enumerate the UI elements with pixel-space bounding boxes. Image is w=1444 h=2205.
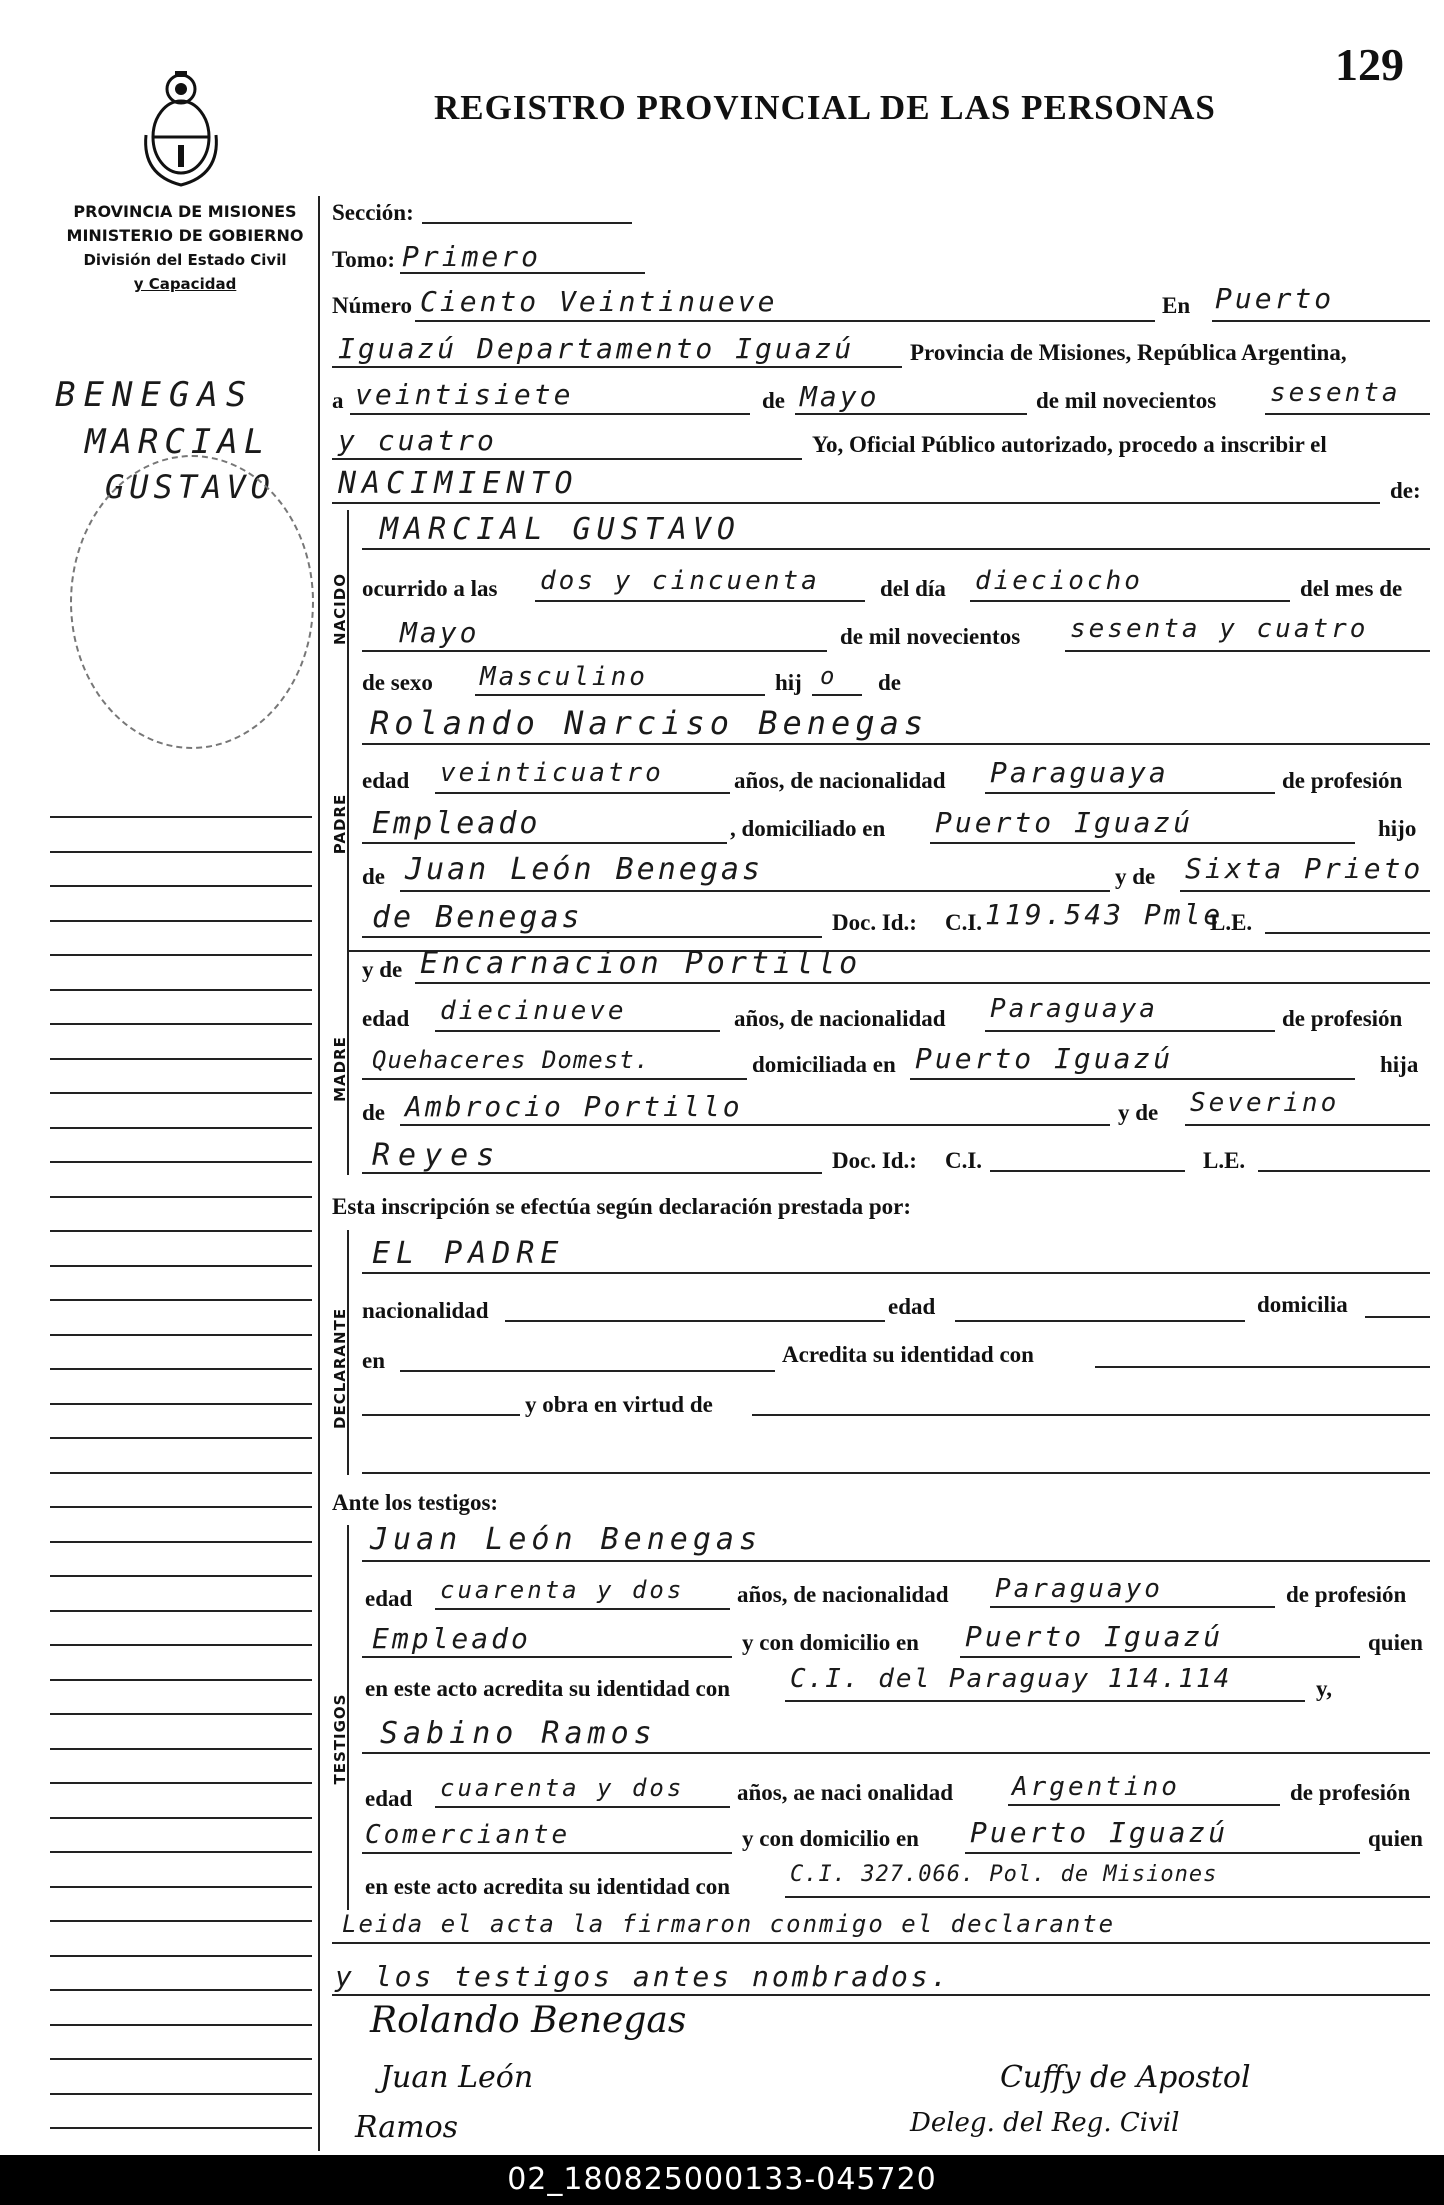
padre-nombre-line [362, 743, 1430, 745]
abuela-materna-2-line [362, 1172, 822, 1174]
margin-rule-line [50, 1644, 312, 1646]
en-line [1212, 320, 1430, 322]
t1-edad-label: edad [365, 1586, 413, 1611]
decl-nac-line [505, 1320, 885, 1322]
decl-obra-line [752, 1414, 1430, 1416]
testigos-label: Ante los testigos: [332, 1490, 499, 1515]
t1-y-label: y, [1316, 1676, 1332, 1701]
decl-obra-label: y obra en virtud de [525, 1392, 713, 1417]
margin-rule-line [50, 1610, 312, 1612]
tomo-value: Primero [402, 240, 542, 273]
hora-line [535, 600, 865, 602]
padre-nombre: Rolando Narciso Benegas [370, 704, 929, 742]
margin-surname: BENEGAS [55, 375, 255, 415]
sexo-value: Masculino [480, 662, 648, 692]
margin-rule-line [50, 1403, 312, 1405]
testigo1-nombre-line [362, 1560, 1430, 1562]
madre-edad-line [435, 1030, 720, 1032]
margin-rule-line [50, 954, 312, 956]
padre-edad: veinticuatro [440, 758, 664, 788]
madre-dom-label: domiciliada en [752, 1052, 896, 1077]
t1-prof-line [362, 1656, 732, 1658]
mes-nac: Mayo [400, 616, 480, 649]
decl-edad-label: edad [888, 1294, 936, 1319]
decl-en-label: en [362, 1348, 385, 1373]
t1-nac-label: años, de nacionalidad [737, 1582, 949, 1607]
margin-rule-line [50, 1334, 312, 1336]
margin-rule-line [50, 1127, 312, 1129]
margin-rule-line [50, 1886, 312, 1888]
hija-label: hija [1380, 1052, 1419, 1077]
hij-line [812, 694, 862, 696]
margin-rule-line [50, 1851, 312, 1853]
anio-acta-2: y cuatro [338, 424, 497, 457]
t2-doc-line [785, 1896, 1430, 1898]
padre-dom-line [930, 842, 1355, 844]
t1-doc: C.I. del Paraguay 114.114 [790, 1664, 1232, 1694]
coat-of-arms-icon [138, 65, 224, 191]
abuela-paterna-line [1180, 890, 1430, 892]
madre-nac: Paraguaya [990, 994, 1158, 1024]
t1-nac-line [990, 1606, 1275, 1608]
decl-nac-label: nacionalidad [362, 1298, 489, 1323]
padre-ci-label: C.I. [945, 910, 983, 935]
padre-edad-line [435, 792, 730, 794]
decl-dom-label: domicilia [1257, 1292, 1348, 1317]
t1-dom-label: y con domicilio en [742, 1630, 919, 1655]
declarante-line [362, 1272, 1430, 1274]
padre-prof: Empleado [372, 806, 541, 841]
madre-prof-label: de profesión [1282, 1006, 1403, 1031]
margin-rule-line [50, 1920, 312, 1922]
padre-edad-label: edad [362, 768, 410, 793]
t2-dom-line [965, 1852, 1360, 1854]
padre-prof-label: de profesión [1282, 768, 1403, 793]
madre-prof: Quehaceres Domest. [372, 1046, 651, 1074]
hij-de-label: de [878, 670, 901, 695]
margin-rule-line [50, 2093, 312, 2095]
margin-rule-line [50, 1472, 312, 1474]
margin-name-2: GUSTAVO [105, 468, 275, 506]
madre-nac-label: años, de nacionalidad [734, 1006, 946, 1031]
nacido-side-label: NACIDO [331, 573, 349, 645]
testigo2-nombre-line [362, 1752, 1430, 1754]
tomo-label: Tomo: [332, 247, 396, 272]
t2-nac: Argentino [1012, 1772, 1180, 1802]
de-colon-label: de: [1390, 478, 1421, 503]
t2-edad: cuarenta y dos [440, 1774, 685, 1802]
abuelo-materno: Ambrocio Portillo [405, 1090, 743, 1123]
division-label-2: y Capacidad [133, 275, 237, 293]
margin-rule-line [50, 1506, 312, 1508]
decl-dom-line [1365, 1316, 1430, 1318]
decl-extra-line [362, 1472, 1430, 1474]
de-label: de [762, 388, 785, 413]
madre-side-label: MADRE [331, 1036, 349, 1102]
madre-edad: diecinueve [440, 996, 627, 1026]
madre-nac-line [985, 1030, 1275, 1032]
issuer-block [60, 200, 310, 296]
seccion-line [422, 222, 632, 224]
dia-nac: dieciocho [975, 566, 1143, 596]
margin-rule-line [50, 1817, 312, 1819]
madre-nombre: Encarnacion Portillo [420, 946, 862, 981]
division-label: División del Estado Civil [83, 251, 287, 269]
t2-edad-label: edad [365, 1786, 413, 1811]
margin-rule-line [50, 1161, 312, 1163]
madre-ci-line [990, 1170, 1185, 1172]
anio-nac-line [1065, 650, 1430, 652]
cierre-linea-1: Leida el acta la firmaron conmigo el declarante [342, 1910, 1116, 1938]
abuela-materna-2: Reyes [372, 1138, 503, 1173]
firma-oficial-cargo: Deleg. del Reg. Civil [910, 2108, 1180, 2138]
tipo-line [332, 502, 1380, 504]
margin-rule-line [50, 1196, 312, 1198]
margin-rule-line [50, 2058, 312, 2060]
padre-le-label: L.E. [1210, 910, 1253, 935]
padre-ci-value: 119.543 Pmle [985, 898, 1224, 931]
cierre-line-1 [332, 1942, 1430, 1944]
margin-rule-line [50, 1230, 312, 1232]
padre-dom: Puerto Iguazú [935, 806, 1194, 839]
mes-acta: Mayo [800, 380, 880, 413]
padre-nac-line [985, 792, 1275, 794]
abuelo-paterno-line [400, 890, 1110, 892]
madre-yde2-label: y de [1118, 1100, 1159, 1125]
t1-quien-label: quien [1368, 1630, 1423, 1655]
decl-obra-pre-line [362, 1414, 520, 1416]
anio-acta-line [1265, 413, 1430, 415]
sexo-line [475, 694, 765, 696]
t2-quien-label: quien [1368, 1826, 1423, 1851]
madre-ci-label: C.I. [945, 1148, 983, 1173]
margin-name-1: MARCIAL [85, 422, 271, 462]
abuela-materna: Severino [1190, 1088, 1340, 1118]
testigo1-nombre: Juan León Benegas [370, 1522, 763, 1557]
margin-rule-line [50, 1575, 312, 1577]
decl-acredita-label: Acredita su identidad con [782, 1342, 1034, 1367]
lugar-value: Iguazú Departamento Iguazú [338, 332, 855, 365]
province-label: PROVINCIA DE MISIONES [73, 202, 297, 221]
madre-le-label: L.E. [1203, 1148, 1246, 1173]
madre-prof-line [362, 1078, 747, 1080]
cierre-line-2 [332, 1994, 1430, 1996]
nombre-nacido: MARCIAL GUSTAVO [380, 512, 741, 547]
tipo-acta: NACIMIENTO [338, 466, 579, 501]
madre-dom: Puerto Iguazú [915, 1042, 1174, 1075]
abuela-paterna: Sixta Prieto [1185, 852, 1424, 885]
a-label: a [332, 388, 344, 413]
nombre-nacido-line [362, 548, 1430, 550]
decl-acredita-line [1095, 1366, 1430, 1368]
en-value: Puerto [1215, 282, 1335, 315]
t2-prof-line [362, 1852, 732, 1854]
margin-rule-line [50, 2127, 312, 2129]
t1-edad-line [435, 1608, 730, 1610]
abuelo-materno-line [400, 1124, 1110, 1126]
padre-nac-label: años, de nacionalidad [734, 768, 946, 793]
padre-doc-label: Doc. Id.: [832, 910, 917, 935]
t1-dom-line [960, 1656, 1360, 1658]
de-mil-nac-label: de mil novecientos [840, 624, 1021, 649]
testigos-side-label: TESTIGOS [331, 1693, 349, 1785]
margin-rule-line [50, 989, 312, 991]
t1-prof: Empleado [372, 1622, 531, 1655]
t2-edad-line [435, 1806, 730, 1808]
margin-rule-line [50, 1782, 312, 1784]
mes-acta-line [795, 413, 1027, 415]
anio-acta-2-line [332, 458, 802, 460]
ocurrido-label: ocurrido a las [362, 576, 498, 601]
margin-rule-line [50, 1989, 312, 1991]
decl-edad-line [955, 1320, 1245, 1322]
margin-rule-line [50, 851, 312, 853]
madre-nombre-line [415, 982, 1430, 984]
testigo2-nombre: Sabino Ramos [380, 1716, 657, 1751]
madre-doc-label: Doc. Id.: [832, 1148, 917, 1173]
official-stamp-icon [70, 455, 314, 749]
anio-acta: sesenta [1270, 378, 1401, 408]
t2-nac-line [1008, 1804, 1280, 1806]
padre-dom-label: , domiciliado en [730, 816, 886, 841]
margin-rule-line [50, 1679, 312, 1681]
main-border [318, 196, 320, 2151]
de-mil-label: de mil novecientos [1036, 388, 1217, 413]
inscripcion-label: Esta inscripción se efectúa según declaración prestada por: [332, 1194, 912, 1219]
del-mes-label: del mes de [1300, 576, 1403, 601]
ministry-label: MINISTERIO DE GOBIERNO [66, 226, 304, 245]
madre-edad-label: edad [362, 1006, 410, 1031]
t1-doc-line [785, 1700, 1305, 1702]
declarante-side-label: DECLARANTE [331, 1307, 349, 1429]
padre-le-line [1265, 932, 1430, 934]
yo-oficial-label: Yo, Oficial Público autorizado, procedo a inscribir el [812, 432, 1327, 457]
t2-doc: C.I. 327.066. Pol. de Misiones [790, 1862, 1218, 1887]
t1-edad: cuarenta y dos [440, 1576, 685, 1604]
firma-oficial: Cuffy de Apostol [1000, 2060, 1251, 2095]
firma-declarante: Rolando Benegas [370, 2000, 687, 2041]
margin-rule-line [50, 1437, 312, 1439]
madre-le-line [1258, 1170, 1430, 1172]
declarante-value: EL PADRE [372, 1236, 565, 1271]
margin-rule-line [50, 2024, 312, 2026]
tomo-line [400, 272, 645, 274]
hij-suffix: o [820, 662, 838, 690]
margin-rule-line [50, 1955, 312, 1957]
margin-rule-line [50, 1541, 312, 1543]
del-dia-label: del día [880, 576, 946, 601]
t1-prof-label: de profesión [1286, 1582, 1407, 1607]
dia-acta: veintisiete [355, 378, 574, 411]
margin-rule-line [50, 1092, 312, 1094]
t2-prof-label: de profesión [1290, 1780, 1411, 1805]
hora-nac: dos y cincuenta [540, 566, 820, 596]
provincia-label: Provincia de Misiones, República Argentina, [910, 340, 1347, 365]
margin-rule-line [50, 1713, 312, 1715]
seccion-label: Sección: [332, 200, 414, 225]
margin-rule-line [50, 1265, 312, 1267]
padre-side-label: PADRE [331, 793, 349, 855]
sexo-label: de sexo [362, 670, 433, 695]
anio-nac: sesenta y cuatro [1070, 614, 1369, 644]
hijo-label: hijo [1378, 816, 1417, 841]
t2-nac-label: años, ae naci onalidad [737, 1780, 953, 1805]
madre-de-label: de [362, 1100, 385, 1125]
y-de-label: y de [1115, 864, 1156, 889]
madre-yde-label: y de [362, 957, 403, 982]
firma-testigo-2: Ramos [355, 2110, 459, 2145]
t2-dom-label: y con domicilio en [742, 1826, 919, 1851]
abuela-materna-line [1185, 1124, 1430, 1126]
page-title: REGISTRO PROVINCIAL DE LAS PERSONAS [434, 88, 1216, 127]
lugar-line [332, 366, 902, 368]
margin-rule-line [50, 1299, 312, 1301]
dia-nac-line [970, 600, 1290, 602]
t1-dom: Puerto Iguazú [965, 1620, 1224, 1653]
margin-rule-line [50, 1368, 312, 1370]
numero-label: Número [332, 293, 413, 318]
document-id-footer: 02_180825000133-045720 [0, 2155, 1444, 2205]
t1-nac: Paraguayo [995, 1574, 1163, 1604]
cierre-linea-2: y los testigos antes nombrados. [335, 1960, 951, 1993]
margin-rule-line [50, 1748, 312, 1750]
margin-rule-line [50, 816, 312, 818]
dia-acta-line [350, 413, 750, 415]
t2-dom: Puerto Iguazú [970, 1816, 1229, 1849]
padre-nac: Paraguaya [990, 756, 1169, 789]
page-number: 129 [1335, 39, 1404, 90]
firma-testigo-1: Juan León [380, 2060, 534, 2095]
mes-nac-line [362, 650, 827, 652]
padre-de-label: de [362, 864, 385, 889]
margin-rule-line [50, 1058, 312, 1060]
hij-label: hij [775, 670, 802, 695]
padre-prof-line [362, 842, 727, 844]
t2-acredita-label: en este acto acredita su identidad con [365, 1874, 731, 1899]
numero-value: Ciento Veintinueve [420, 285, 778, 318]
madre-dom-line [910, 1078, 1355, 1080]
abuela-paterna-2-line [362, 936, 822, 938]
t2-prof: Comerciante [365, 1820, 571, 1850]
t1-acredita-label: en este acto acredita su identidad con [365, 1676, 731, 1701]
abuelo-paterno: Juan León Benegas [405, 852, 764, 887]
numero-line [415, 320, 1155, 322]
en-label: En [1162, 293, 1191, 318]
abuela-paterna-2: de Benegas [372, 900, 583, 935]
margin-rule-line [50, 1023, 312, 1025]
margin-rule-line [50, 920, 312, 922]
margin-rule-line [50, 885, 312, 887]
decl-en-line [400, 1370, 775, 1372]
